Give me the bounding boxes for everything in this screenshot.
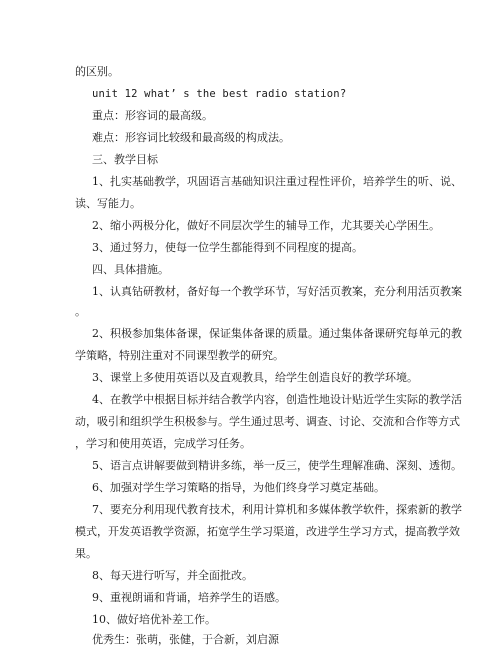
text-line: 4、在教学中根据目标并结合教学内容，创造性地设计贴近学生实际的教学活: [92, 393, 462, 406]
text-line: 难点：形容词比较级和最高级的构成法。: [92, 131, 290, 144]
text-line: 5、语言点讲解要做到精讲多练，举一反三，使学生理解准确、深刻、透彻。: [92, 459, 462, 472]
text-line: 6、加强对学生学习策略的指导，为他们终身学习奠定基础。: [92, 481, 385, 494]
text-line: 1、认真钻研教材，备好每一个教学环节，写好活页教案，充分利用活页教案: [92, 285, 462, 298]
text-line: 模式，开发英语教学资源，拓宽学生学习渠道，改进学生学习方式，提高教学效: [75, 525, 460, 538]
section-heading: 三、教学目标: [92, 153, 158, 166]
text-line: 优秀生：张萌，张健，于合新，刘启源: [92, 633, 279, 646]
text-line: 3、通过努力，使每一位学生都能得到不同程度的提高。: [92, 241, 363, 254]
unit-title-line: unit 12 what’ s the best radio station?: [92, 88, 347, 100]
text-line: 8、每天进行听写，并全面批改。: [92, 569, 253, 582]
text-line: 。: [75, 305, 86, 318]
text-line: 重点：形容词的最高级。: [92, 109, 213, 122]
text-line: 10、做好培优补差工作。: [92, 613, 216, 626]
text-line: 学策略，特别注重对不同课型教学的研究。: [75, 349, 284, 362]
text-line: 动，吸引和组织学生积极参与。学生通过思考、调查、讨论、交流和合作等方式: [75, 415, 460, 428]
text-line: 果。: [75, 547, 97, 560]
text-line: 2、缩小两极分化，做好不同层次学生的辅导工作，尤其要关心学困生。: [92, 219, 440, 232]
text-line: 读、写能力。: [75, 197, 141, 210]
text-line: 9、重视朗诵和背诵，培养学生的语感。: [92, 591, 286, 604]
text-line: 的区别。: [75, 65, 119, 78]
text-line: ，学习和使用英语，完成学习任务。: [75, 437, 251, 450]
text-line: 7、要充分利用现代教育技术，利用计算机和多媒体教学软件，探索新的教学: [92, 503, 462, 516]
text-line: 2、积极参加集体备课，保证集体备课的质量。通过集体备课研究每单元的教: [92, 327, 462, 340]
section-heading: 四、具体措施。: [92, 263, 169, 276]
text-line: 3、课堂上多使用英语以及直观教具，给学生创造良好的教学环境。: [92, 371, 418, 384]
text-line: 1、扎实基础教学，巩固语言基础知识注重过程性评价，培养学生的听、说、: [92, 175, 462, 188]
